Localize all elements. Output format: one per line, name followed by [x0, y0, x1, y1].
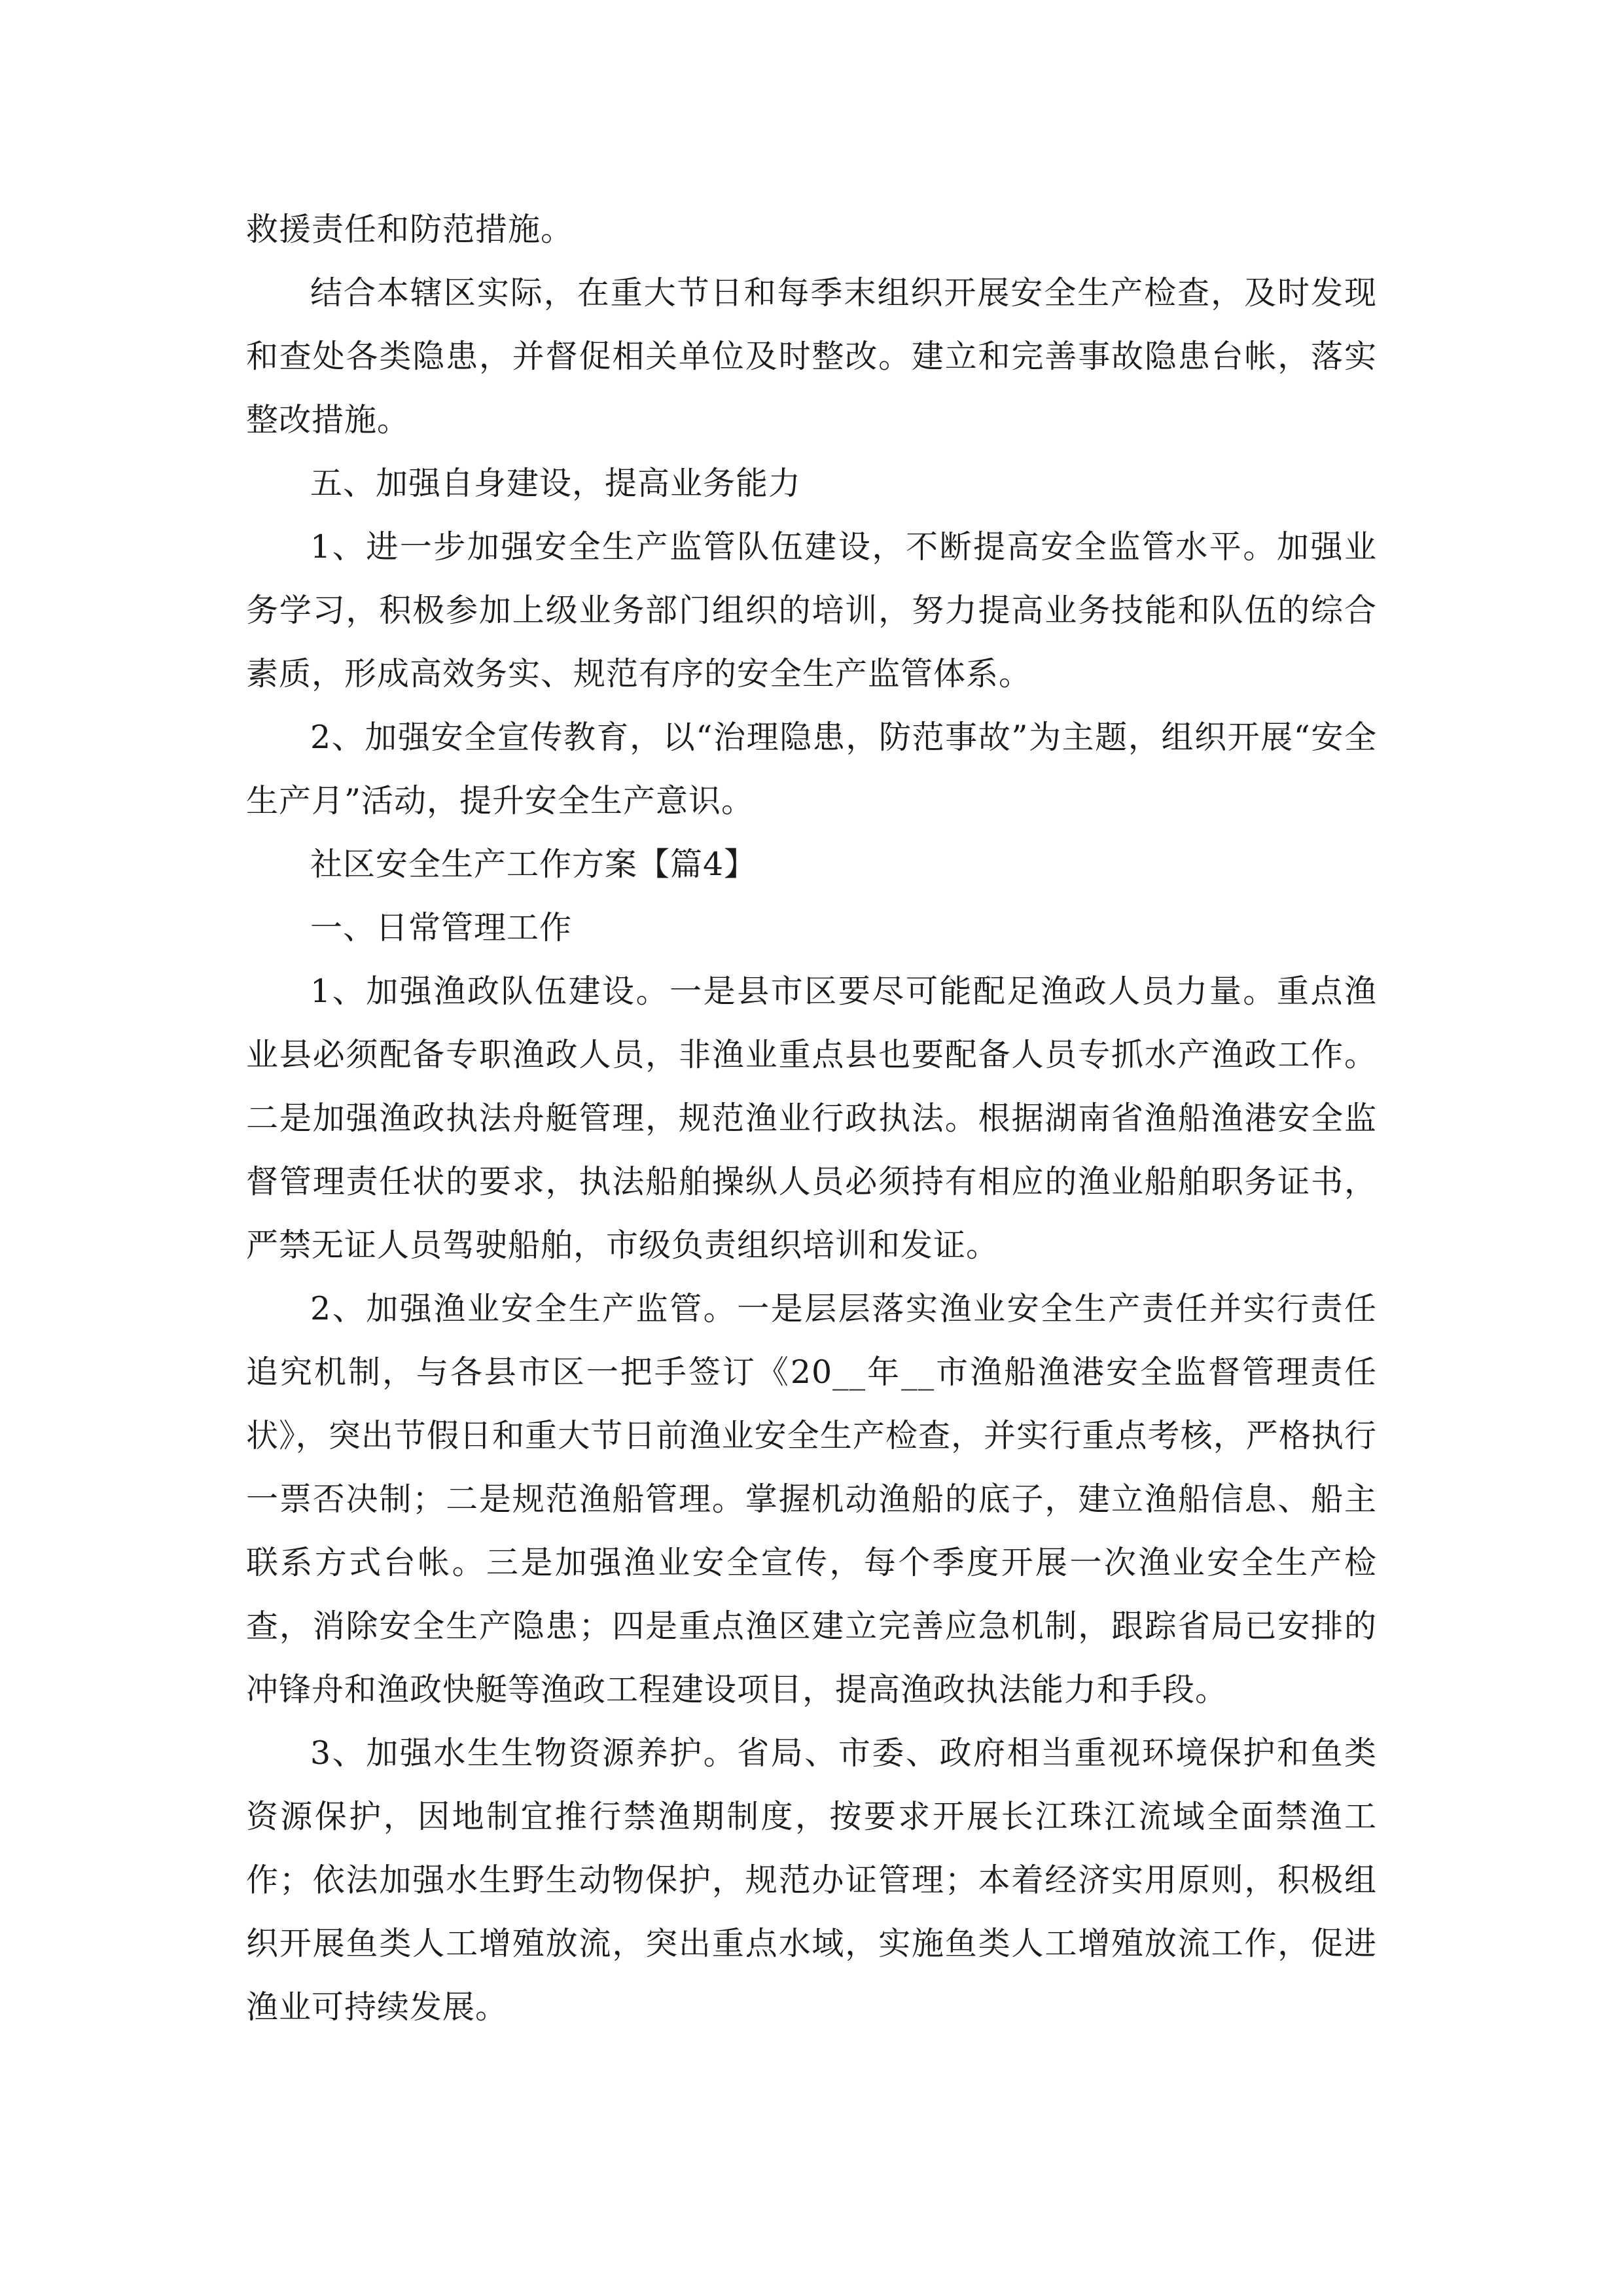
section-heading-five: 五、加强自身建设，提高业务能力 — [310, 465, 802, 502]
section-heading-one: 一、日常管理工作 — [310, 909, 573, 946]
paragraph-item-2: 2、加强安全宣传教育，以“治理隐患，防范事故”为主题，组织开展“安全生产月”活动，提升安全生产意识。 — [246, 719, 1377, 819]
paragraph-fishery-safety: 2、加强渔业安全生产监管。一是层层落实渔业安全生产责任并实行责任追究机制，与各县市区一把手签订《20__年__市渔船渔港安全监督管理责任状》，突出节假日和重大节日前渔业安全生产检查，并实行重点考核，严格执行一票否决制；二是规范渔船管理。掌握机动渔船的底子，建立渔船信息、船主联系方式台帐。三是加强渔业安全宣传，每个季度开展一次渔业安全生产检查，消除安全生产隐患；四是重点渔区建立完善应急机制，跟踪省局已安排的冲锋舟和渔政快艇等渔政工程建设项目，提高渔政执法能力和手段。 — [246, 1290, 1377, 1708]
paragraph-inspection: 结合本辖区实际，在重大节日和每季末组织开展安全生产检查，及时发现和查处各类隐患，并督促相关单位及时整改。建立和完善事故隐患台帐，落实整改措施。 — [246, 274, 1377, 439]
document-body — [246, 198, 1377, 2039]
paragraph-item-1: 1、进一步加强安全生产监管队伍建设，不断提高安全监管水平。加强业务学习，积极参加上级业务部门组织的培训，努力提高业务技能和队伍的综合素质，形成高效务实、规范有序的安全生产监管体系。 — [246, 528, 1377, 692]
paragraph-continuation: 救援责任和防范措施。 — [246, 211, 574, 248]
paragraph-fishery-team: 1、加强渔政队伍建设。一是县市区要尽可能配足渔政人员力量。重点渔业县必须配备专职渔政人员，非渔业重点县也要配备人员专抓水产渔政工作。二是加强渔政执法舟艇管理，规范渔业行政执法。根据湖南省渔船渔港安全监督管理责任状的要求，执法船舶操纵人员必须持有相应的渔业船舶职务证书，严禁无证人员驾驶船舶，市级负责组织培训和发证。 — [246, 973, 1377, 1264]
paragraph-aquatic-resources: 3、加强水生生物资源养护。省局、市委、政府相当重视环境保护和鱼类资源保护，因地制宜推行禁渔期制度，按要求开展长江珠江流域全面禁渔工作；依法加强水生野生动物保护，规范办证管理；本着经济实用原则，积极组织开展鱼类人工增殖放流，突出重点水域，实施鱼类人工增殖放流工作，促进渔业可持续发展。 — [246, 1734, 1377, 2026]
article-title: 社区安全生产工作方案【篇4】 — [310, 846, 757, 883]
